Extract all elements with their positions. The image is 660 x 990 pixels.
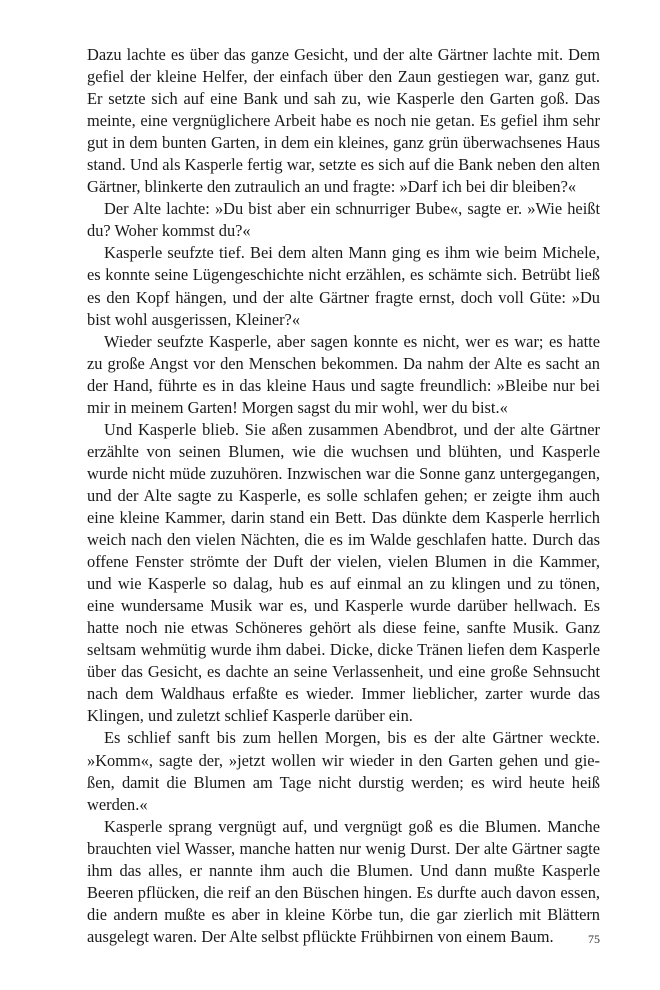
- page-number: 75: [588, 932, 600, 946]
- paragraph-7: Kasperle sprang vergnügt auf, und vergnügt goß es die Blumen. Manche brauchten viel Wasser, manche hatten nur wenig Durst. Der alte Gärtner sagte ihm das alles, er nannte ihm auch die Blumen. Und dann mußte Kasperle Beeren pflücken, die reif an den Büschen hingen. Es durfte auch davon essen, die andern mußte es aber in kleine Körbe tun, die gar zierlich mit Blättern ausgelegt waren. Der Alte selbst pflückte Frühbirnen von einem Baum.: [87, 816, 600, 946]
- paragraph-3: Kasperle seufzte tief. Bei dem alten Mann ging es ihm wie beim Michele, es konnte seine Lügengeschichte nicht erzählen, es schämte sich. Betrübt ließ es den Kopf hängen, und der alte Gärtner fragte ernst, doch voll Güte: »Du bist wohl ausgerissen, Kleiner?«: [87, 243, 600, 329]
- paragraph-1: Dazu lachte es über das ganze Gesicht, und der alte Gärtner lachte mit. Dem gefiel der kleine Helfer, der einfach über den Zaun gestiegen war, ganz gut. Er setzte sich auf eine Bank und sah zu, wie Kasperle den Garten goß. Das meinte, eine vergnüglichere Arbeit habe es noch nie getan. Es gefiel ihm sehr gut in dem bunten Garten, in dem ein kleines, ganz grün überwachsenes Haus stand. Und als Kasperle fertig war, setzte es sich auf die Bank neben den alten Gärtner, blinkerte den zutraulich an und fragte: »Darf ich bei dir bleiben?«: [87, 45, 600, 197]
- paragraph-6: Es schlief sanft bis zum hellen Morgen, bis es der alte Gärtner weckte. »Komm«, sagte der, »jetzt wollen wir wieder in den Garten gehen und gießen, damit die Blumen am Tage nicht durstig werden; es wird heute heiß werden.«: [87, 728, 600, 814]
- paragraph-2: Der Alte lachte: »Du bist aber ein schnurriger Bube«, sagte er. »Wie heißt du? Woher kommst du?«: [87, 199, 600, 241]
- paragraph-4: Wieder seufzte Kasperle, aber sagen konnte es nicht, wer es war; es hatte zu große Angst vor den Menschen bekommen. Da nahm der Alte es sacht an der Hand, führte es in das kleine Haus und sagte freundlich: »Bleibe nur bei mir in meinem Garten! Morgen sagst du mir wohl, wer du bist.«: [87, 331, 600, 417]
- paragraph-5: Und Kasperle blieb. Sie aßen zusammen Abendbrot, und der alte Gärtner erzählte von seinen Blumen, wie die wuchsen und blühten, und Kasperle wurde nicht müde zuzuhören. Inzwischen war die Sonne ganz untergegangen, und der Alte sagte zu Kasperle, es solle schlafen gehen; er zeigte ihm auch eine kleine Kammer, darin stand ein Bett. Das dünkte dem Kasperle herrlich weich nach den vielen Nächten, die es im Walde geschlafen hatte. Durch das offene Fenster strömte der Duft der vielen, vielen Blumen in die Kammer, und wie Kasperle so dalag, hub es auf einmal an zu klingen und zu tönen, eine wundersame Musik war es, und Kasperle wurde darüber hellwach. Es hatte noch nie etwas Schöneres gehört als diese feine, sanfte Musik. Ganz seltsam wehmütig wurde ihm dabei. Dicke, dicke Tränen liefen dem Kasperle über das Gesicht, es dachte an seine Verlassenheit, und eine große Sehnsucht nach dem Waldhaus erfaßte es wieder. Immer lieblicher, zarter wurde das Klingen, und zuletzt schlief Kasperle darüber ein.: [87, 419, 600, 726]
- body-text: [87, 44, 600, 948]
